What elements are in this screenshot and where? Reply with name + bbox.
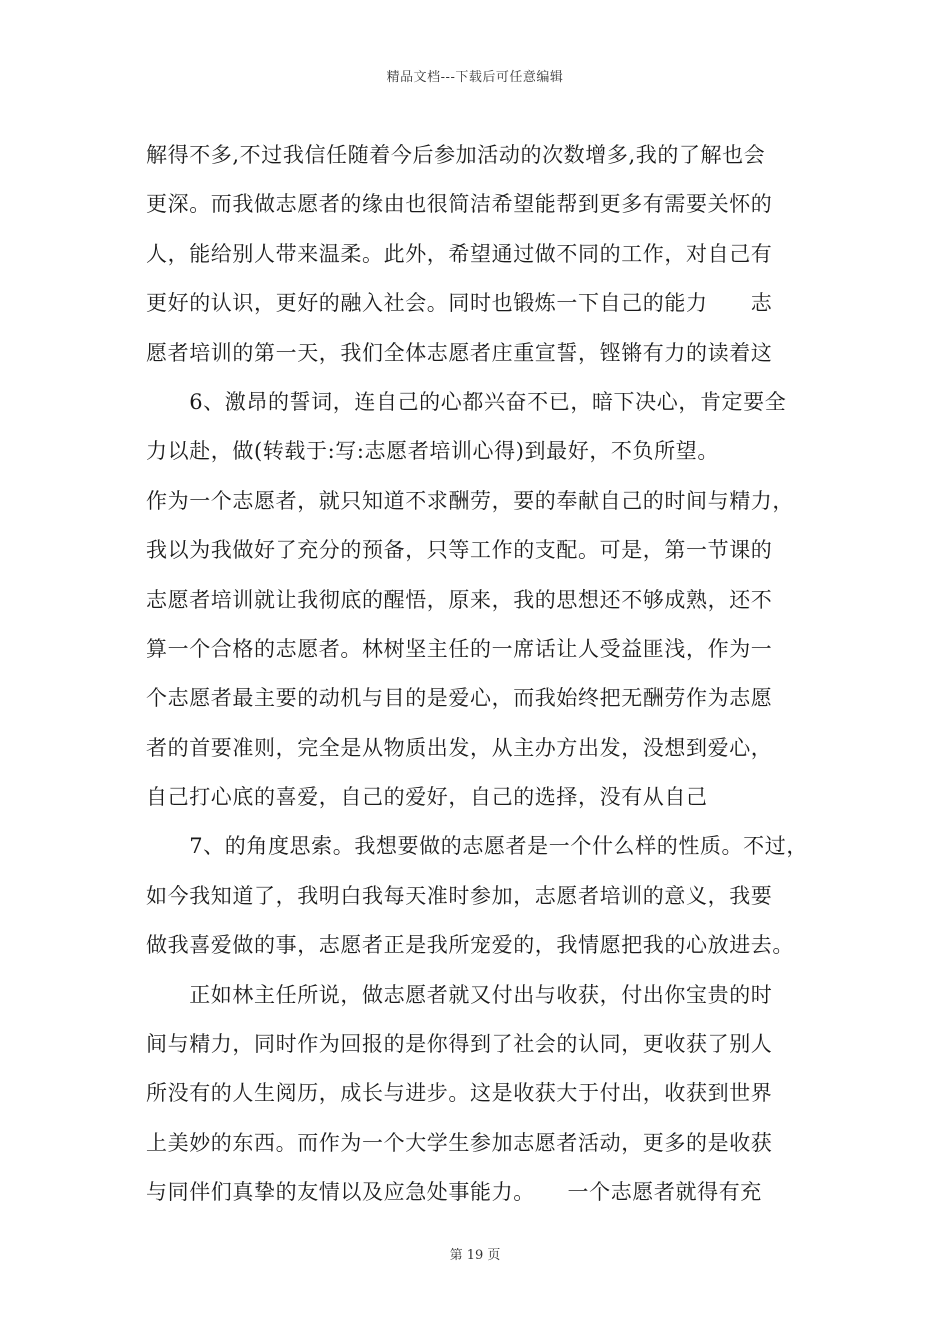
- text-line: 上美妙的东西。而作为一个大学生参加志愿者活动，更多的是收获: [146, 1130, 773, 1155]
- text-line: 6、激昂的誓词，连自己的心都兴奋不已，暗下决心，肯定要全: [146, 389, 787, 414]
- text-line: 我以为我做好了充分的预备，只等工作的支配。可是，第一节课的: [146, 538, 773, 563]
- text-line: 人，能给别人带来温柔。此外，希望通过做不同的工作，对自己有: [146, 241, 773, 266]
- text-line: 自己打心底的喜爱，自己的爱好，自己的选择，没有从自己: [146, 785, 708, 810]
- text-line: 所没有的人生阅历，成长与进步。这是收获大于付出，收获到世界: [146, 1081, 773, 1106]
- text-line: 做我喜爱做的事，志愿者正是我所宠爱的，我情愿把我的心放进去。: [146, 933, 794, 958]
- text-line: 个志愿者最主要的动机与目的是爱心，而我始终把无酬劳作为志愿: [146, 686, 773, 711]
- text-line: 者的首要准则，完全是从物质出发，从主办方出发，没想到爱心，: [146, 735, 773, 760]
- text-line: 更深。而我做志愿者的缘由也很简洁希望能帮到更多有需要关怀的: [146, 192, 773, 217]
- text-line: 志愿者培训就让我彻底的醒悟，原来，我的思想还不够成熟，还不: [146, 587, 773, 612]
- text-line: 7、的角度思索。我想要做的志愿者是一个什么样的性质。不过，: [146, 834, 808, 859]
- text-line: 与同伴们真挚的友情以及应急处事能力。 一个志愿者就得有充: [146, 1180, 762, 1205]
- document-body: [146, 131, 836, 1218]
- page-number: 第 19 页: [449, 1248, 501, 1263]
- text-line: 作为一个志愿者，就只知道不求酬劳，要的奉献自己的时间与精力，: [146, 488, 794, 513]
- text-line: 正如林主任所说，做志愿者就又付出与收获，付出你宝贵的时: [146, 982, 773, 1007]
- text-line: 算一个合格的志愿者。林树坚主任的一席话让人受益匪浅，作为一: [146, 636, 773, 661]
- text-line: 间与精力，同时作为回报的是你得到了社会的认同，更收获了别人: [146, 1032, 773, 1057]
- text-line: 愿者培训的第一天，我们全体志愿者庄重宣誓，铿锵有力的读着这: [146, 340, 773, 365]
- text-line: 力以赴，做(转载于:写:志愿者培训心得)到最好，不负所望。: [146, 439, 719, 464]
- text-line: 更好的认识，更好的融入社会。同时也锻炼一下自己的能力 志: [146, 291, 773, 316]
- page-header: 精品文档---下载后可任意编辑: [386, 70, 564, 85]
- text-line: 解得不多,不过我信任随着今后参加活动的次数增多,我的了解也会: [146, 143, 766, 167]
- text-line: 如今我知道了，我明白我每天准时参加，志愿者培训的意义，我要: [146, 883, 773, 908]
